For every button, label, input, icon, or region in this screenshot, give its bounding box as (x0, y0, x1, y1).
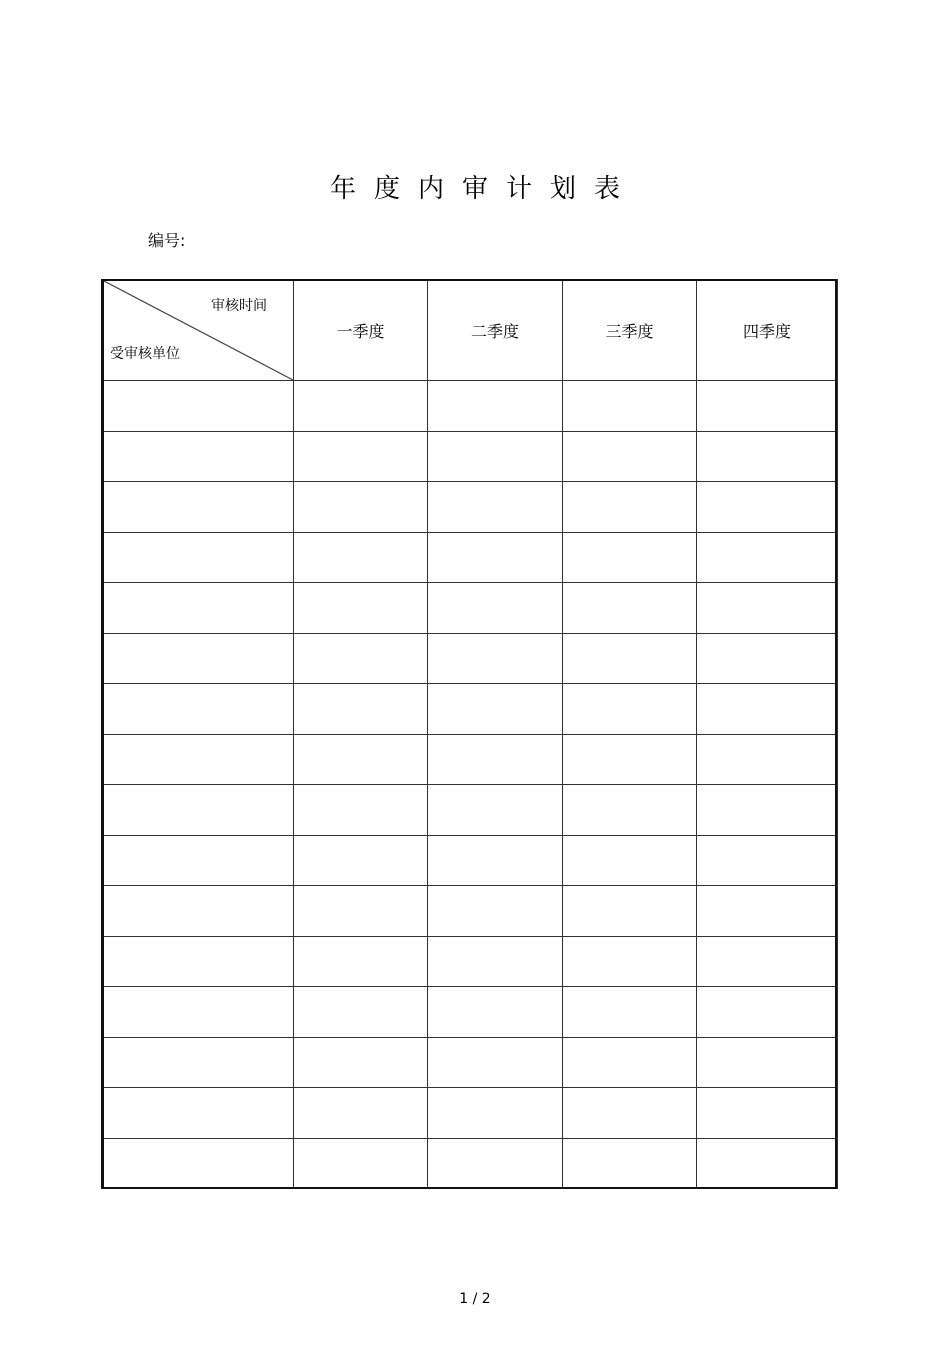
quarter-cell[interactable] (428, 482, 563, 533)
quarter-cell[interactable] (428, 532, 563, 583)
table-row (102, 583, 838, 634)
table-row (102, 431, 838, 482)
table-row (102, 633, 838, 684)
quarter-cell[interactable] (428, 1037, 563, 1088)
audit-plan-table-container (101, 279, 837, 1189)
quarter-cell[interactable] (428, 381, 563, 432)
quarter-cell[interactable] (697, 886, 838, 937)
quarter-cell[interactable] (294, 381, 428, 432)
table-row (102, 936, 838, 987)
diagonal-header-cell (102, 280, 294, 381)
quarter-cell[interactable] (697, 482, 838, 533)
audited-unit-cell[interactable] (102, 583, 294, 634)
quarter-cell[interactable] (563, 886, 697, 937)
quarter-cell[interactable] (428, 1138, 563, 1189)
quarter-cell[interactable] (563, 482, 697, 533)
table-row (102, 1138, 838, 1189)
quarter-cell[interactable] (697, 532, 838, 583)
audited-unit-cell[interactable] (102, 987, 294, 1038)
table-row (102, 1088, 838, 1139)
audited-unit-cell[interactable] (102, 1088, 294, 1139)
quarter-cell[interactable] (563, 835, 697, 886)
quarter-cell[interactable] (428, 1088, 563, 1139)
quarter-cell[interactable] (697, 734, 838, 785)
quarter-cell[interactable] (294, 431, 428, 482)
quarter-cell[interactable] (697, 1088, 838, 1139)
audited-unit-cell[interactable] (102, 684, 294, 735)
table-row (102, 835, 838, 886)
quarter-cell[interactable] (563, 532, 697, 583)
audited-unit-cell[interactable] (102, 886, 294, 937)
page-number: 1 / 2 (459, 1291, 491, 1307)
quarter-cell[interactable] (563, 936, 697, 987)
quarter-cell[interactable] (563, 381, 697, 432)
quarter-cell[interactable] (697, 785, 838, 836)
quarter-cell[interactable] (697, 936, 838, 987)
quarter-cell[interactable] (563, 431, 697, 482)
quarter-cell[interactable] (294, 785, 428, 836)
quarter-cell[interactable] (428, 835, 563, 886)
table-row (102, 1037, 838, 1088)
audited-unit-cell[interactable] (102, 835, 294, 886)
quarter-cell[interactable] (563, 684, 697, 735)
quarter-cell[interactable] (428, 886, 563, 937)
page-title: 年度内审计划表 (329, 174, 638, 204)
quarter-cell[interactable] (428, 583, 563, 634)
quarter-cell[interactable] (563, 1138, 697, 1189)
audited-unit-cell[interactable] (102, 381, 294, 432)
quarter-cell[interactable] (294, 482, 428, 533)
diagonal-divider-line (102, 280, 293, 380)
quarter-cell[interactable] (563, 1088, 697, 1139)
quarter-cell[interactable] (697, 987, 838, 1038)
quarter-cell[interactable] (294, 532, 428, 583)
quarter-cell[interactable] (428, 734, 563, 785)
quarter-cell[interactable] (294, 1138, 428, 1189)
header-audited-unit-label: 受审核单位 (110, 346, 180, 362)
audited-unit-cell[interactable] (102, 431, 294, 482)
table-row (102, 734, 838, 785)
quarter-cell[interactable] (428, 987, 563, 1038)
quarter-cell[interactable] (294, 633, 428, 684)
quarter-cell[interactable] (294, 835, 428, 886)
quarter-cell[interactable] (294, 886, 428, 937)
table-row (102, 532, 838, 583)
quarter-cell[interactable] (697, 583, 838, 634)
quarter-cell[interactable] (428, 785, 563, 836)
quarter-cell[interactable] (563, 583, 697, 634)
quarter-cell[interactable] (697, 1037, 838, 1088)
audited-unit-cell[interactable] (102, 936, 294, 987)
quarter-cell[interactable] (563, 734, 697, 785)
header-q3: 三季度 (563, 280, 697, 381)
quarter-cell[interactable] (697, 835, 838, 886)
table-row (102, 482, 838, 533)
table-row (102, 785, 838, 836)
quarter-cell[interactable] (294, 1088, 428, 1139)
quarter-cell[interactable] (428, 431, 563, 482)
audited-unit-cell[interactable] (102, 1037, 294, 1088)
document-number-label: 编号: (148, 231, 186, 250)
quarter-cell[interactable] (563, 1037, 697, 1088)
quarter-cell[interactable] (563, 987, 697, 1038)
table-header-row (102, 280, 838, 381)
quarter-cell[interactable] (294, 1037, 428, 1088)
audited-unit-cell[interactable] (102, 734, 294, 785)
quarter-cell[interactable] (294, 583, 428, 634)
quarter-cell[interactable] (697, 684, 838, 735)
audited-unit-cell[interactable] (102, 482, 294, 533)
quarter-cell[interactable] (428, 684, 563, 735)
audited-unit-cell[interactable] (102, 785, 294, 836)
header-q1: 一季度 (294, 280, 428, 381)
quarter-cell[interactable] (697, 633, 838, 684)
audited-unit-cell[interactable] (102, 532, 294, 583)
quarter-cell[interactable] (428, 936, 563, 987)
header-q4: 四季度 (697, 280, 838, 381)
quarter-cell[interactable] (294, 684, 428, 735)
table-row (102, 684, 838, 735)
audited-unit-cell[interactable] (102, 1138, 294, 1189)
audited-unit-cell[interactable] (102, 633, 294, 684)
header-q2: 二季度 (428, 280, 563, 381)
quarter-cell[interactable] (294, 987, 428, 1038)
header-audit-time-label: 审核时间 (211, 298, 267, 314)
quarter-cell[interactable] (697, 381, 838, 432)
quarter-cell[interactable] (294, 734, 428, 785)
quarter-cell[interactable] (294, 936, 428, 987)
quarter-cell[interactable] (697, 431, 838, 482)
table-row (102, 381, 838, 432)
table-row (102, 886, 838, 937)
quarter-cell[interactable] (563, 785, 697, 836)
quarter-cell[interactable] (563, 633, 697, 684)
quarter-cell[interactable] (428, 633, 563, 684)
table-row (102, 987, 838, 1038)
audit-plan-table (101, 279, 838, 1189)
quarter-cell[interactable] (697, 1138, 838, 1189)
